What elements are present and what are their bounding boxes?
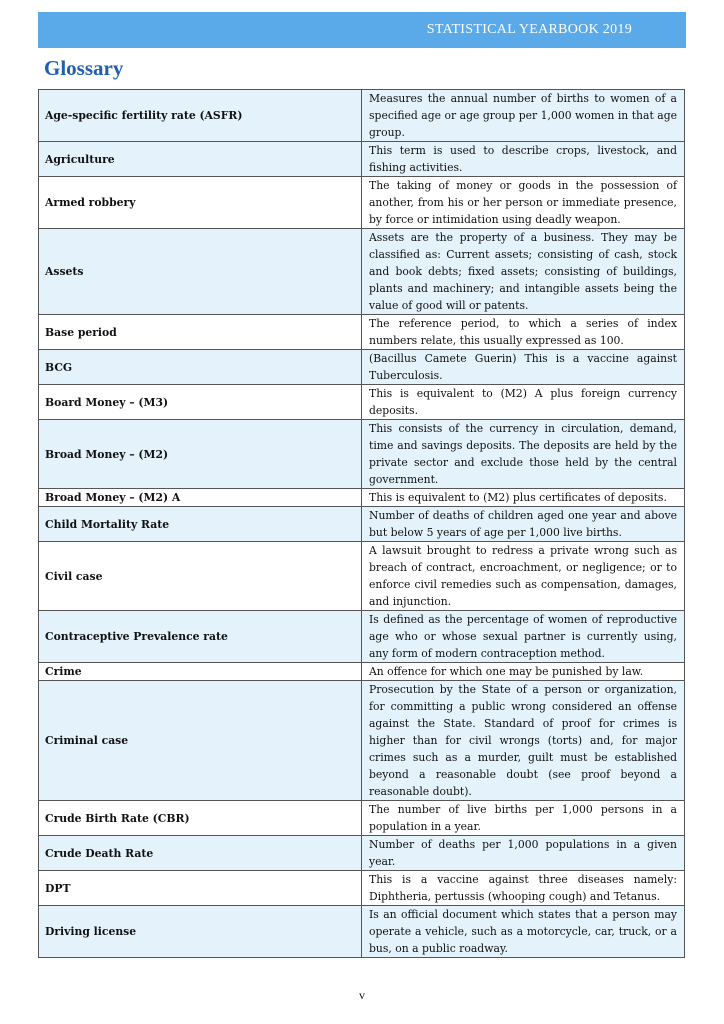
glossary-term: Broad Money – (M2) xyxy=(39,420,362,489)
glossary-table xyxy=(38,89,685,958)
glossary-term: Broad Money – (M2) A xyxy=(39,489,362,507)
glossary-definition: The reference period, to which a series of index numbers relate, this usually expressed as 100. xyxy=(362,315,685,350)
glossary-definition: An offence for which one may be punished by law. xyxy=(362,663,685,681)
glossary-definition: This consists of the currency in circulation, demand, time and savings deposits. The deposits are held by the private sector and exclude those held by the central government. xyxy=(362,420,685,489)
glossary-term: Age-specific fertility rate (ASFR) xyxy=(39,90,362,142)
table-row xyxy=(39,385,685,420)
glossary-term: Base period xyxy=(39,315,362,350)
table-row xyxy=(39,663,685,681)
glossary-definition: Is defined as the percentage of women of reproductive age who or whose sexual partner is currently using, any form of modern contraception method. xyxy=(362,611,685,663)
table-row xyxy=(39,177,685,229)
page-title: Glossary xyxy=(44,56,124,80)
table-row xyxy=(39,229,685,315)
glossary-definition: Is an official document which states that a person may operate a vehicle, such as a motorcycle, car, truck, or a bus, on a public roadway. xyxy=(362,906,685,958)
glossary-term: Contraceptive Prevalence rate xyxy=(39,611,362,663)
glossary-term: Agriculture xyxy=(39,142,362,177)
glossary-term: Civil case xyxy=(39,542,362,611)
glossary-term: Board Money – (M3) xyxy=(39,385,362,420)
glossary-term: Crude Death Rate xyxy=(39,836,362,871)
glossary-term: BCG xyxy=(39,350,362,385)
table-row xyxy=(39,507,685,542)
banner-title: STATISTICAL YEARBOOK 2019 xyxy=(426,22,632,37)
table-row xyxy=(39,350,685,385)
table-row xyxy=(39,90,685,142)
glossary-definition: Number of deaths of children aged one year and above but below 5 years of age per 1,000 live births. xyxy=(362,507,685,542)
table-row xyxy=(39,871,685,906)
glossary-term: Crude Birth Rate (CBR) xyxy=(39,801,362,836)
glossary-definition: This is a vaccine against three diseases namely: Diphtheria, pertussis (whooping cough) and Tetanus. xyxy=(362,871,685,906)
glossary-definition: Measures the annual number of births to women of a specified age or age group per 1,000 women in that age group. xyxy=(362,90,685,142)
table-row xyxy=(39,836,685,871)
glossary-term: Driving license xyxy=(39,906,362,958)
glossary-definition: The taking of money or goods in the possession of another, from his or her person or immediate presence, by force or intimidation using deadly weapon. xyxy=(362,177,685,229)
glossary-term: Criminal case xyxy=(39,681,362,801)
table-row xyxy=(39,489,685,507)
table-row xyxy=(39,681,685,801)
table-row xyxy=(39,542,685,611)
glossary-term: DPT xyxy=(39,871,362,906)
glossary-definition: The number of live births per 1,000 persons in a population in a year. xyxy=(362,801,685,836)
glossary-definition: Number of deaths per 1,000 populations in a given year. xyxy=(362,836,685,871)
glossary-term: Assets xyxy=(39,229,362,315)
glossary-definition: (Bacillus Camete Guerin) This is a vaccine against Tuberculosis. xyxy=(362,350,685,385)
table-row xyxy=(39,906,685,958)
table-row xyxy=(39,142,685,177)
glossary-definition: This is equivalent to (M2) A plus foreign currency deposits. xyxy=(362,385,685,420)
header-banner xyxy=(38,12,686,48)
glossary-term: Crime xyxy=(39,663,362,681)
glossary-definition: A lawsuit brought to redress a private wrong such as breach of contract, encroachment, or negligence; or to enforce civil remedies such as compensation, damages, and injunction. xyxy=(362,542,685,611)
glossary-term: Child Mortality Rate xyxy=(39,507,362,542)
glossary-definition: This is equivalent to (M2) plus certificates of deposits. xyxy=(362,489,685,507)
table-row xyxy=(39,611,685,663)
page-number: v xyxy=(359,988,365,1002)
glossary-definition: This term is used to describe crops, livestock, and fishing activities. xyxy=(362,142,685,177)
table-row xyxy=(39,315,685,350)
table-row xyxy=(39,420,685,489)
glossary-definition: Prosecution by the State of a person or organization, for committing a public wrong considered an offense against the State. Standard of proof for crimes is higher than for civil wrongs (torts) and, for major crimes such as a murder, guilt must be established beyond a reasonable doubt (see proof beyond a reasonable doubt). xyxy=(362,681,685,801)
table-row xyxy=(39,801,685,836)
glossary-definition: Assets are the property of a business. They may be classified as: Current assets; consisting of cash, stock and book debts; fixed assets; consisting of buildings, plants and machinery; and intangible assets being the value of good will or patents. xyxy=(362,229,685,315)
glossary-term: Armed robbery xyxy=(39,177,362,229)
